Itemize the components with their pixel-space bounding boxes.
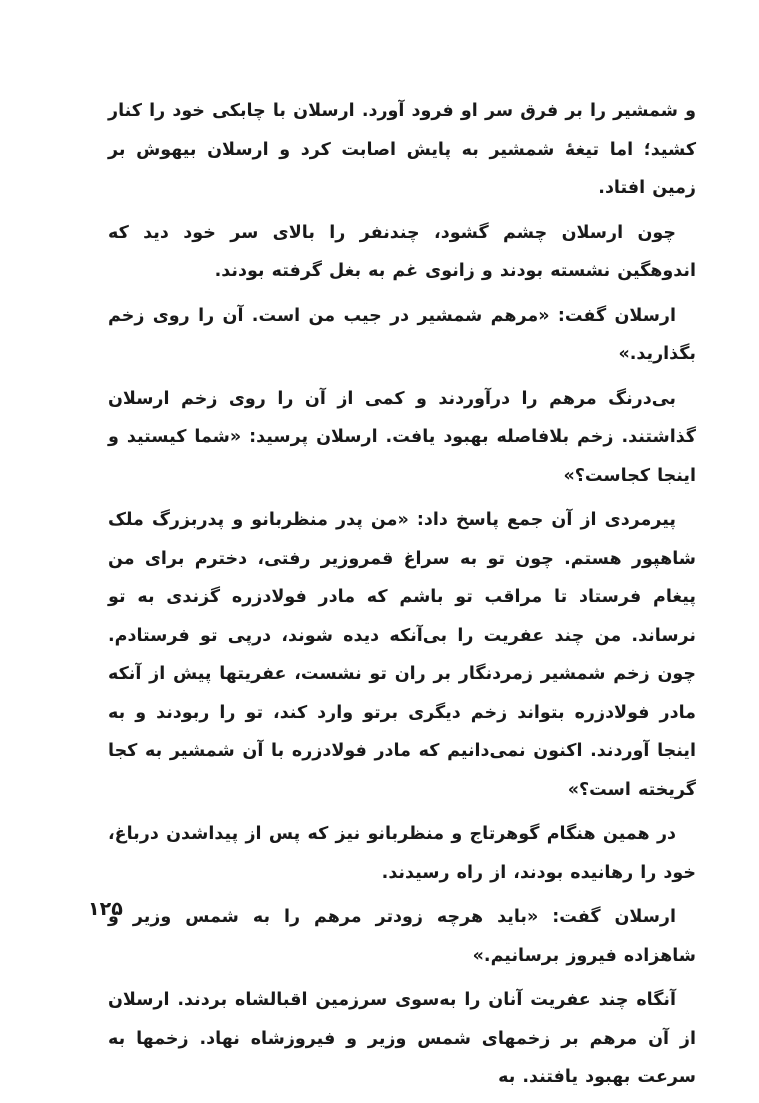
body-text <box>108 92 696 1103</box>
paragraph-7: ارسلان گفت: «باید هرچه زودتر مرهم را به شمس وزیر و شاهزاده فیروز برسانیم.» <box>108 907 696 966</box>
paragraph-3: ارسلان گفت: «مرهم شمشیر در جیب من است. آن را روی زخم بگذارید.» <box>108 305 696 364</box>
paragraph-8: آنگاه چند عفریت آنان را به‌سوی سرزمین اقبالشاه بردند. ارسلان از آن مرهم بر زخمهای شمس وزیر و فیروزشاه نهاد. زخمها به سرعت بهبود یافتند. به <box>108 990 696 1087</box>
paragraph-6: در همین هنگام گوهرتاج و منظربانو نیز که پس از پیداشدن درباغ، خود را رهانیده بودند، از راه رسیدند. <box>108 824 696 883</box>
page-number: ۱۲۵ <box>88 898 123 920</box>
paragraph-4: بی‌درنگ مرهم را درآوردند و کمی از آن را روی زخم ارسلان گذاشتند. زخم بلافاصله بهبود یافت. ارسلان پرسید: «شما کیستید و اینجا کجاست؟» <box>108 388 696 486</box>
paragraph-5: پیرمردی از آن جمع پاسخ داد: «من پدر منظربانو و پدربزرگ ملک شاهپور هستم. چون تو به سراغ قمروزیر رفتی، دخترم برای من پیغام فرستاد تا مراقب تو باشم که مادر فولادزره گزندی به تو نرساند. من چند عفریت را بی‌آنکه دیده شوند، درپی تو فرستادم. چون زخم شمشیر زمردنگار بر ران تو نشست، عفریتها پیش از آنکه مادر فولادزره بتواند زخم دیگری برتو وارد کند، تو را ربودند و به اینجا آوردند. اکنون نمی‌دانیم که مادر فولادزره با آن شمشیر به کجا گریخته است؟» <box>108 510 696 800</box>
paragraph-2: چون ارسلان چشم گشود، چندنفر را بالای سر خود دید که اندوهگین نشسته بودند و زانوی غم به بغل گرفته بودند. <box>108 222 696 281</box>
paragraph-1: و شمشیر را بر فرق سر او فرود آورد. ارسلان با چابکی خود را کنار کشید؛ اما تیغهٔ شمشیر به پایش اصابت کرد و ارسلان بیهوش بر زمین افتاد. <box>108 101 696 198</box>
